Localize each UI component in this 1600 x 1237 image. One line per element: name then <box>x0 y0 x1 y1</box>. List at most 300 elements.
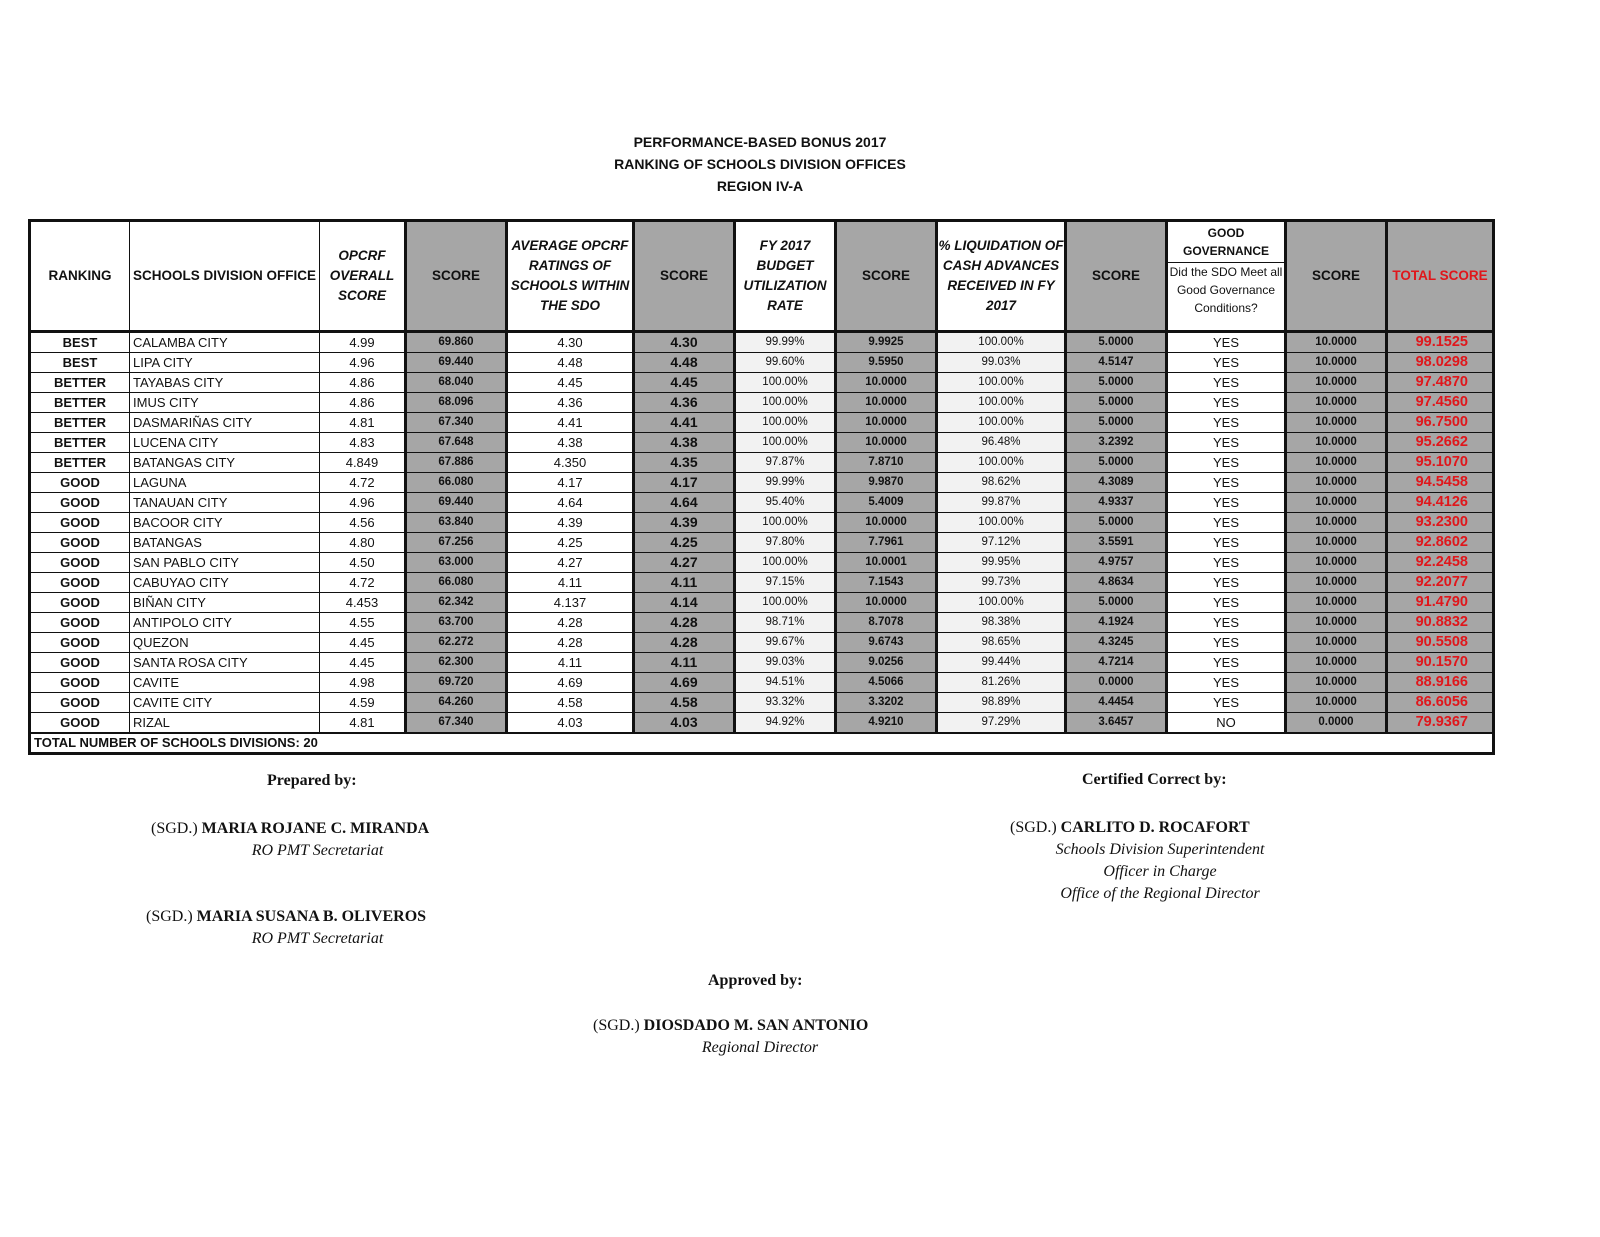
opcrf-score-cell: 62.272 <box>406 633 507 653</box>
sdo-name-cell: DASMARIÑAS CITY <box>130 413 320 433</box>
liquidation-score-cell: 4.9757 <box>1066 553 1167 573</box>
sdo-name-cell: LIPA CITY <box>130 353 320 373</box>
liquidation-cell: 100.00% <box>937 593 1066 613</box>
avg-opcrf-score-cell: 4.28 <box>634 633 735 653</box>
opcrf-score-cell: 68.096 <box>406 393 507 413</box>
sdo-name-cell: SANTA ROSA CITY <box>130 653 320 673</box>
avg-opcrf-score-cell: 4.03 <box>634 713 735 734</box>
ranking-cell: BETTER <box>30 413 130 433</box>
table-row <box>30 553 1494 573</box>
liquidation-cell: 100.00% <box>937 513 1066 533</box>
header-score-2: SCORE <box>634 221 735 332</box>
avg-opcrf-score-cell: 4.64 <box>634 493 735 513</box>
opcrf-score-cell: 67.340 <box>406 413 507 433</box>
opcrf-score-cell: 67.648 <box>406 433 507 453</box>
budget-rate-cell: 94.51% <box>735 673 836 693</box>
liquidation-cell: 98.89% <box>937 693 1066 713</box>
budget-score-cell: 9.9925 <box>836 332 937 353</box>
avg-opcrf-cell: 4.137 <box>507 593 634 613</box>
header-score-5: SCORE <box>1286 221 1387 332</box>
total-score-cell: 99.1525 <box>1387 332 1494 353</box>
signatory-name: CARLITO D. ROCAFORT <box>1060 819 1250 836</box>
liquidation-cell: 97.12% <box>937 533 1066 553</box>
good-governance-cell: YES <box>1167 453 1286 473</box>
governance-score-cell: 10.0000 <box>1286 673 1387 693</box>
table-row <box>30 673 1494 693</box>
budget-score-cell: 10.0000 <box>836 593 937 613</box>
opcrf-cell: 4.72 <box>320 473 406 493</box>
header-budget: FY 2017 BUDGET UTILIZATION RATE <box>735 221 836 332</box>
avg-opcrf-cell: 4.25 <box>507 533 634 553</box>
sdo-name-cell: RIZAL <box>130 713 320 734</box>
liquidation-cell: 99.44% <box>937 653 1066 673</box>
liquidation-score-cell: 5.0000 <box>1066 593 1167 613</box>
sgd-mark: (SGD.) <box>151 820 198 837</box>
liquidation-score-cell: 4.3089 <box>1066 473 1167 493</box>
table-row <box>30 453 1494 473</box>
governance-score-cell: 10.0000 <box>1286 533 1387 553</box>
signatory-role: RO PMT Secretariat <box>251 842 384 859</box>
governance-score-cell: 10.0000 <box>1286 393 1387 413</box>
total-score-cell: 90.1570 <box>1387 653 1494 673</box>
liquidation-score-cell: 4.5147 <box>1066 353 1167 373</box>
title-line-3: REGION IV-A <box>716 178 804 194</box>
opcrf-score-cell: 68.040 <box>406 373 507 393</box>
liquidation-score-cell: 4.3245 <box>1066 633 1167 653</box>
sdo-name-cell: SAN PABLO CITY <box>130 553 320 573</box>
good-governance-cell: YES <box>1167 353 1286 373</box>
total-divisions-count: TOTAL NUMBER OF SCHOOLS DIVISIONS: 20 <box>30 733 1494 754</box>
liquidation-score-cell: 5.0000 <box>1066 513 1167 533</box>
signatory-name: MARIA SUSANA B. OLIVEROS <box>196 908 427 925</box>
opcrf-cell: 4.56 <box>320 513 406 533</box>
title-line-1: PERFORMANCE-BASED BONUS 2017 <box>633 134 887 150</box>
opcrf-cell: 4.96 <box>320 493 406 513</box>
opcrf-score-cell: 62.342 <box>406 593 507 613</box>
budget-score-cell: 7.8710 <box>836 453 937 473</box>
ranking-cell: BEST <box>30 353 130 373</box>
total-score-cell: 92.8602 <box>1387 533 1494 553</box>
table-row <box>30 513 1494 533</box>
prepared-by-label: Prepared by: <box>267 772 357 789</box>
sdo-name-cell: QUEZON <box>130 633 320 653</box>
sdo-name-cell: BACOOR CITY <box>130 513 320 533</box>
sdo-name-cell: BATANGAS <box>130 533 320 553</box>
sdo-name-cell: LUCENA CITY <box>130 433 320 453</box>
liquidation-score-cell: 3.5591 <box>1066 533 1167 553</box>
budget-score-cell: 7.7961 <box>836 533 937 553</box>
total-score-cell: 93.2300 <box>1387 513 1494 533</box>
ranking-cell: GOOD <box>30 513 130 533</box>
total-score-cell: 88.9166 <box>1387 673 1494 693</box>
avg-opcrf-score-cell: 4.14 <box>634 593 735 613</box>
liquidation-cell: 99.03% <box>937 353 1066 373</box>
avg-opcrf-cell: 4.38 <box>507 433 634 453</box>
total-score-cell: 90.5508 <box>1387 633 1494 653</box>
opcrf-cell: 4.80 <box>320 533 406 553</box>
budget-rate-cell: 99.99% <box>735 332 836 353</box>
ranking-cell: BETTER <box>30 373 130 393</box>
liquidation-score-cell: 5.0000 <box>1066 393 1167 413</box>
budget-score-cell: 9.9870 <box>836 473 937 493</box>
opcrf-cell: 4.83 <box>320 433 406 453</box>
ranking-cell: BETTER <box>30 453 130 473</box>
sdo-name-cell: CAVITE <box>130 673 320 693</box>
governance-score-cell: 10.0000 <box>1286 413 1387 433</box>
liquidation-cell: 99.73% <box>937 573 1066 593</box>
budget-rate-cell: 97.87% <box>735 453 836 473</box>
certified-by-label: Certified Correct by: <box>1082 771 1227 788</box>
signatory-role: RO PMT Secretariat <box>251 930 384 947</box>
opcrf-cell: 4.50 <box>320 553 406 573</box>
liquidation-score-cell: 3.6457 <box>1066 713 1167 734</box>
total-score-cell: 97.4870 <box>1387 373 1494 393</box>
budget-score-cell: 4.9210 <box>836 713 937 734</box>
table-row <box>30 373 1494 393</box>
total-score-cell: 91.4790 <box>1387 593 1494 613</box>
table-row <box>30 693 1494 713</box>
table-footer-row <box>30 733 1494 754</box>
good-governance-cell: YES <box>1167 613 1286 633</box>
avg-opcrf-cell: 4.17 <box>507 473 634 493</box>
opcrf-cell: 4.99 <box>320 332 406 353</box>
ranking-cell: GOOD <box>30 493 130 513</box>
ranking-cell: BETTER <box>30 433 130 453</box>
good-governance-cell: YES <box>1167 413 1286 433</box>
table-row <box>30 573 1494 593</box>
ranking-cell: GOOD <box>30 693 130 713</box>
avg-opcrf-cell: 4.11 <box>507 573 634 593</box>
avg-opcrf-score-cell: 4.25 <box>634 533 735 553</box>
liquidation-cell: 99.95% <box>937 553 1066 573</box>
ranking-cell: GOOD <box>30 653 130 673</box>
good-governance-cell: YES <box>1167 393 1286 413</box>
avg-opcrf-score-cell: 4.69 <box>634 673 735 693</box>
opcrf-score-cell: 67.340 <box>406 713 507 734</box>
liquidation-cell: 100.00% <box>937 413 1066 433</box>
liquidation-cell: 100.00% <box>937 373 1066 393</box>
liquidation-score-cell: 3.2392 <box>1066 433 1167 453</box>
header-gg-title: GOOD GOVERNANCE <box>1168 222 1284 263</box>
budget-score-cell: 10.0000 <box>836 513 937 533</box>
table-row <box>30 633 1494 653</box>
liquidation-cell: 99.87% <box>937 493 1066 513</box>
total-score-cell: 92.2458 <box>1387 553 1494 573</box>
header-sdo: SCHOOLS DIVISION OFFICE <box>130 221 320 332</box>
sdo-name-cell: BIÑAN CITY <box>130 593 320 613</box>
signatory-name: DIOSDADO M. SAN ANTONIO <box>643 1017 869 1034</box>
budget-score-cell: 5.4009 <box>836 493 937 513</box>
header-avg-opcrf: AVERAGE OPCRF RATINGS OF SCHOOLS WITHIN THE SDO <box>507 221 634 332</box>
avg-opcrf-cell: 4.28 <box>507 633 634 653</box>
table-row <box>30 353 1494 373</box>
table-row <box>30 413 1494 433</box>
role-line: Office of the Regional Director <box>1060 885 1260 902</box>
liquidation-cell: 98.65% <box>937 633 1066 653</box>
liquidation-score-cell: 4.1924 <box>1066 613 1167 633</box>
good-governance-cell: YES <box>1167 553 1286 573</box>
avg-opcrf-score-cell: 4.17 <box>634 473 735 493</box>
table-row <box>30 332 1494 353</box>
good-governance-cell: YES <box>1167 573 1286 593</box>
opcrf-score-cell: 66.080 <box>406 573 507 593</box>
governance-score-cell: 10.0000 <box>1286 553 1387 573</box>
good-governance-cell: YES <box>1167 593 1286 613</box>
good-governance-cell: YES <box>1167 493 1286 513</box>
signatory-name: MARIA ROJANE C. MIRANDA <box>201 820 430 837</box>
avg-opcrf-cell: 4.350 <box>507 453 634 473</box>
budget-score-cell: 9.5950 <box>836 353 937 373</box>
avg-opcrf-cell: 4.58 <box>507 693 634 713</box>
ranking-cell: GOOD <box>30 553 130 573</box>
budget-rate-cell: 100.00% <box>735 433 836 453</box>
sgd-mark: (SGD.) <box>1010 819 1057 836</box>
sdo-name-cell: LAGUNA <box>130 473 320 493</box>
ranking-cell: GOOD <box>30 473 130 493</box>
liquidation-cell: 81.26% <box>937 673 1066 693</box>
opcrf-cell: 4.81 <box>320 413 406 433</box>
ranking-cell: GOOD <box>30 673 130 693</box>
avg-opcrf-score-cell: 4.35 <box>634 453 735 473</box>
budget-rate-cell: 93.32% <box>735 693 836 713</box>
avg-opcrf-cell: 4.03 <box>507 713 634 734</box>
budget-rate-cell: 97.80% <box>735 533 836 553</box>
ranking-cell: BETTER <box>30 393 130 413</box>
avg-opcrf-cell: 4.36 <box>507 393 634 413</box>
avg-opcrf-score-cell: 4.11 <box>634 653 735 673</box>
title-line-2: RANKING OF SCHOOLS DIVISION OFFICES <box>614 156 906 172</box>
good-governance-cell: YES <box>1167 473 1286 493</box>
liquidation-cell: 98.38% <box>937 613 1066 633</box>
governance-score-cell: 10.0000 <box>1286 493 1387 513</box>
avg-opcrf-score-cell: 4.58 <box>634 693 735 713</box>
avg-opcrf-score-cell: 4.27 <box>634 553 735 573</box>
header-good-governance <box>1167 221 1286 332</box>
governance-score-cell: 10.0000 <box>1286 353 1387 373</box>
budget-rate-cell: 100.00% <box>735 513 836 533</box>
header-score-1: SCORE <box>406 221 507 332</box>
sdo-name-cell: IMUS CITY <box>130 393 320 413</box>
budget-score-cell: 10.0000 <box>836 393 937 413</box>
table-row <box>30 593 1494 613</box>
total-score-cell: 94.4126 <box>1387 493 1494 513</box>
budget-score-cell: 8.7078 <box>836 613 937 633</box>
opcrf-score-cell: 63.700 <box>406 613 507 633</box>
governance-score-cell: 10.0000 <box>1286 433 1387 453</box>
avg-opcrf-cell: 4.30 <box>507 332 634 353</box>
ranking-cell: BEST <box>30 332 130 353</box>
avg-opcrf-score-cell: 4.36 <box>634 393 735 413</box>
avg-opcrf-cell: 4.64 <box>507 493 634 513</box>
total-score-cell: 90.8832 <box>1387 613 1494 633</box>
opcrf-cell: 4.453 <box>320 593 406 613</box>
budget-rate-cell: 100.00% <box>735 393 836 413</box>
budget-score-cell: 10.0001 <box>836 553 937 573</box>
liquidation-score-cell: 5.0000 <box>1066 413 1167 433</box>
signatory-san-antonio <box>593 1017 868 1035</box>
good-governance-cell: YES <box>1167 673 1286 693</box>
ranking-cell: GOOD <box>30 713 130 734</box>
good-governance-cell: YES <box>1167 693 1286 713</box>
budget-score-cell: 10.0000 <box>836 413 937 433</box>
governance-score-cell: 10.0000 <box>1286 633 1387 653</box>
opcrf-score-cell: 64.260 <box>406 693 507 713</box>
liquidation-cell: 100.00% <box>937 393 1066 413</box>
good-governance-cell: YES <box>1167 433 1286 453</box>
opcrf-cell: 4.98 <box>320 673 406 693</box>
governance-score-cell: 10.0000 <box>1286 513 1387 533</box>
table-row <box>30 533 1494 553</box>
header-total-score: TOTAL SCORE <box>1387 221 1494 332</box>
header-gg-question: Did the SDO Meet all Good Governance Conditions? <box>1169 265 1283 315</box>
opcrf-cell: 4.81 <box>320 713 406 734</box>
liquidation-score-cell: 4.8634 <box>1066 573 1167 593</box>
avg-opcrf-score-cell: 4.48 <box>634 353 735 373</box>
budget-rate-cell: 98.71% <box>735 613 836 633</box>
table-body <box>30 332 1494 734</box>
budget-score-cell: 7.1543 <box>836 573 937 593</box>
liquidation-score-cell: 4.9337 <box>1066 493 1167 513</box>
budget-rate-cell: 94.92% <box>735 713 836 734</box>
budget-score-cell: 10.0000 <box>836 373 937 393</box>
avg-opcrf-score-cell: 4.11 <box>634 573 735 593</box>
document-title <box>0 131 1520 197</box>
signatory-role: Regional Director <box>701 1039 819 1056</box>
budget-rate-cell: 100.00% <box>735 413 836 433</box>
opcrf-cell: 4.96 <box>320 353 406 373</box>
governance-score-cell: 10.0000 <box>1286 613 1387 633</box>
budget-score-cell: 9.0256 <box>836 653 937 673</box>
governance-score-cell: 0.0000 <box>1286 713 1387 734</box>
opcrf-score-cell: 69.440 <box>406 493 507 513</box>
governance-score-cell: 10.0000 <box>1286 593 1387 613</box>
table-row <box>30 393 1494 413</box>
total-score-cell: 95.1070 <box>1387 453 1494 473</box>
total-score-cell: 96.7500 <box>1387 413 1494 433</box>
avg-opcrf-cell: 4.27 <box>507 553 634 573</box>
sdo-name-cell: TAYABAS CITY <box>130 373 320 393</box>
governance-score-cell: 10.0000 <box>1286 332 1387 353</box>
good-governance-cell: YES <box>1167 633 1286 653</box>
total-score-cell: 97.4560 <box>1387 393 1494 413</box>
liquidation-score-cell: 5.0000 <box>1066 332 1167 353</box>
header-score-4: SCORE <box>1066 221 1167 332</box>
total-score-cell: 86.6056 <box>1387 693 1494 713</box>
liquidation-cell: 97.29% <box>937 713 1066 734</box>
avg-opcrf-cell: 4.41 <box>507 413 634 433</box>
budget-rate-cell: 95.40% <box>735 493 836 513</box>
avg-opcrf-cell: 4.48 <box>507 353 634 373</box>
opcrf-cell: 4.59 <box>320 693 406 713</box>
liquidation-score-cell: 4.7214 <box>1066 653 1167 673</box>
avg-opcrf-score-cell: 4.45 <box>634 373 735 393</box>
budget-rate-cell: 99.67% <box>735 633 836 653</box>
ranking-cell: GOOD <box>30 573 130 593</box>
budget-rate-cell: 97.15% <box>735 573 836 593</box>
table-row <box>30 713 1494 734</box>
governance-score-cell: 10.0000 <box>1286 693 1387 713</box>
opcrf-score-cell: 67.886 <box>406 453 507 473</box>
avg-opcrf-cell: 4.39 <box>507 513 634 533</box>
liquidation-cell: 96.48% <box>937 433 1066 453</box>
liquidation-cell: 100.00% <box>937 332 1066 353</box>
table-row <box>30 433 1494 453</box>
good-governance-cell: YES <box>1167 533 1286 553</box>
governance-score-cell: 10.0000 <box>1286 373 1387 393</box>
table-header-row <box>30 221 1494 332</box>
sdo-name-cell: ANTIPOLO CITY <box>130 613 320 633</box>
avg-opcrf-score-cell: 4.30 <box>634 332 735 353</box>
opcrf-score-cell: 67.256 <box>406 533 507 553</box>
budget-rate-cell: 100.00% <box>735 593 836 613</box>
opcrf-cell: 4.45 <box>320 633 406 653</box>
total-score-cell: 95.2662 <box>1387 433 1494 453</box>
role-line: Officer in Charge <box>1103 863 1217 880</box>
header-opcrf: OPCRF OVERALL SCORE <box>320 221 406 332</box>
role-line: Schools Division Superintendent <box>1055 841 1265 858</box>
table-row <box>30 653 1494 673</box>
opcrf-cell: 4.55 <box>320 613 406 633</box>
avg-opcrf-score-cell: 4.41 <box>634 413 735 433</box>
liquidation-score-cell: 5.0000 <box>1066 373 1167 393</box>
opcrf-cell: 4.45 <box>320 653 406 673</box>
sdo-name-cell: BATANGAS CITY <box>130 453 320 473</box>
header-score-3: SCORE <box>836 221 937 332</box>
good-governance-cell: YES <box>1167 653 1286 673</box>
avg-opcrf-score-cell: 4.38 <box>634 433 735 453</box>
signatory-rocafort <box>1010 819 1250 837</box>
opcrf-cell: 4.86 <box>320 393 406 413</box>
ranking-table <box>28 219 1495 755</box>
avg-opcrf-cell: 4.69 <box>507 673 634 693</box>
sdo-name-cell: TANAUAN CITY <box>130 493 320 513</box>
avg-opcrf-cell: 4.28 <box>507 613 634 633</box>
good-governance-cell: YES <box>1167 332 1286 353</box>
total-score-cell: 94.5458 <box>1387 473 1494 493</box>
opcrf-cell: 4.86 <box>320 373 406 393</box>
good-governance-cell: NO <box>1167 713 1286 734</box>
sgd-mark: (SGD.) <box>593 1017 640 1034</box>
budget-rate-cell: 99.60% <box>735 353 836 373</box>
ranking-cell: GOOD <box>30 593 130 613</box>
signatory-miranda <box>151 820 429 838</box>
budget-rate-cell: 99.99% <box>735 473 836 493</box>
liquidation-score-cell: 4.4454 <box>1066 693 1167 713</box>
approved-by-label: Approved by: <box>708 972 803 989</box>
governance-score-cell: 10.0000 <box>1286 453 1387 473</box>
opcrf-score-cell: 63.000 <box>406 553 507 573</box>
liquidation-cell: 98.62% <box>937 473 1066 493</box>
sgd-mark: (SGD.) <box>146 908 193 925</box>
signatory-oliveros <box>146 908 426 926</box>
good-governance-cell: YES <box>1167 373 1286 393</box>
good-governance-cell: YES <box>1167 513 1286 533</box>
header-ranking: RANKING <box>30 221 130 332</box>
liquidation-score-cell: 0.0000 <box>1066 673 1167 693</box>
liquidation-cell: 100.00% <box>937 453 1066 473</box>
opcrf-cell: 4.72 <box>320 573 406 593</box>
opcrf-score-cell: 63.840 <box>406 513 507 533</box>
budget-score-cell: 4.5066 <box>836 673 937 693</box>
budget-rate-cell: 100.00% <box>735 373 836 393</box>
sdo-name-cell: CALAMBA CITY <box>130 332 320 353</box>
budget-score-cell: 10.0000 <box>836 433 937 453</box>
opcrf-score-cell: 66.080 <box>406 473 507 493</box>
avg-opcrf-score-cell: 4.39 <box>634 513 735 533</box>
ranking-cell: GOOD <box>30 633 130 653</box>
budget-rate-cell: 99.03% <box>735 653 836 673</box>
avg-opcrf-cell: 4.11 <box>507 653 634 673</box>
